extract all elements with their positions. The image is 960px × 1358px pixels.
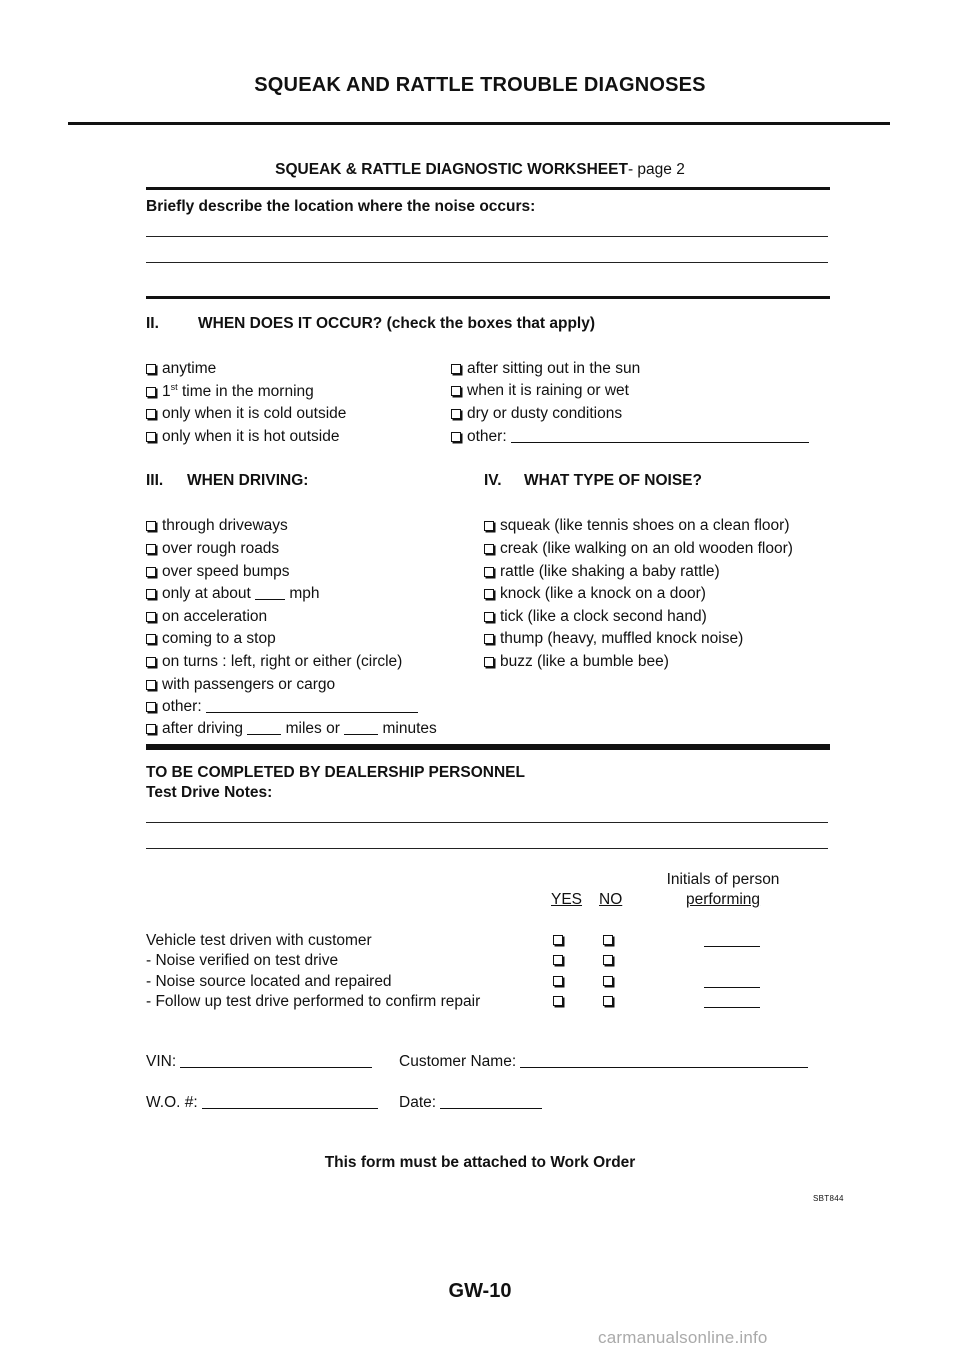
option-label: buzz (like a bumble bee) xyxy=(500,653,669,670)
row-noise-repaired: - Noise source located and repaired xyxy=(146,973,392,990)
no-header: NO xyxy=(599,891,623,908)
option-label: miles or xyxy=(285,720,340,737)
checkbox[interactable] xyxy=(484,612,494,622)
checkbox[interactable] xyxy=(451,432,461,442)
option-label: mph xyxy=(289,585,320,602)
initials-blank[interactable] xyxy=(704,987,760,988)
no-checkbox[interactable] xyxy=(603,976,613,986)
option-acceleration[interactable] xyxy=(146,608,267,626)
work-order-field[interactable] xyxy=(146,1094,378,1112)
checkbox[interactable] xyxy=(484,544,494,554)
checkbox[interactable] xyxy=(484,634,494,644)
option-label: time in the morning xyxy=(177,383,314,401)
date-label: Date: xyxy=(399,1094,437,1111)
checkbox[interactable] xyxy=(146,634,156,644)
checkbox[interactable] xyxy=(146,567,156,577)
option-label: creak (like walking on an old wooden floor) xyxy=(500,540,793,557)
worksheet-page-label: - page 2 xyxy=(627,161,685,178)
vin-label: VIN: xyxy=(146,1053,177,1070)
customer-name-field[interactable] xyxy=(399,1053,808,1071)
customer-name-label: Customer Name: xyxy=(399,1053,517,1070)
page-number: GW-10 xyxy=(448,1280,512,1302)
option-hot-outside[interactable] xyxy=(146,428,340,446)
option-label: when it is raining or wet xyxy=(467,382,629,399)
checkbox[interactable] xyxy=(146,521,156,531)
option-label: other: xyxy=(162,698,202,715)
section-number: IV. xyxy=(484,472,502,489)
option-mph[interactable] xyxy=(146,585,320,603)
option-label: only when it is hot outside xyxy=(162,428,340,445)
option-driveways[interactable] xyxy=(146,517,288,535)
checkbox[interactable] xyxy=(451,364,461,374)
option-tick[interactable] xyxy=(484,608,707,626)
option-cold-outside[interactable] xyxy=(146,405,346,423)
yes-checkbox[interactable] xyxy=(553,976,563,986)
option-dusty[interactable] xyxy=(451,405,622,423)
watermark: carmanualsonline.info xyxy=(598,1328,768,1347)
checkbox[interactable] xyxy=(146,387,156,397)
option-label: after driving xyxy=(162,720,243,737)
checkbox[interactable] xyxy=(146,432,156,442)
option-other-iii[interactable] xyxy=(146,698,418,716)
option-speed-bumps[interactable] xyxy=(146,563,290,581)
option-label: only when it is cold outside xyxy=(162,405,347,422)
option-rattle[interactable] xyxy=(484,563,720,581)
option-label: on acceleration xyxy=(162,608,268,625)
checkbox[interactable] xyxy=(484,657,494,667)
row-noise-verified: - Noise verified on test drive xyxy=(146,952,339,969)
option-label: coming to a stop xyxy=(162,630,276,647)
checkbox[interactable] xyxy=(146,589,156,599)
option-label: rattle (like shaking a baby rattle) xyxy=(500,563,720,580)
option-stop[interactable] xyxy=(146,630,276,648)
option-thump[interactable] xyxy=(484,630,743,648)
checkbox[interactable] xyxy=(146,544,156,554)
yes-checkbox[interactable] xyxy=(553,955,563,965)
option-label: squeak (like tennis shoes on a clean floor) xyxy=(500,517,790,534)
checkbox[interactable] xyxy=(146,702,156,712)
answer-line[interactable] xyxy=(146,848,828,849)
vin-field[interactable] xyxy=(146,1053,372,1071)
checkbox[interactable] xyxy=(484,567,494,577)
option-creak[interactable] xyxy=(484,540,793,558)
section-heading-text: WHEN DRIVING: xyxy=(187,472,309,489)
option-sun[interactable] xyxy=(451,360,640,378)
option-label: only at about xyxy=(162,585,251,602)
no-checkbox[interactable] xyxy=(603,955,613,965)
no-checkbox[interactable] xyxy=(603,996,613,1006)
work-order-label: W.O. #: xyxy=(146,1094,198,1111)
option-label: knock (like a knock on a door) xyxy=(500,585,706,602)
section-ii-heading xyxy=(146,315,595,333)
other-blank[interactable] xyxy=(206,699,418,713)
row-follow-up: - Follow up test drive performed to confirm repair xyxy=(146,993,481,1010)
checkbox[interactable] xyxy=(146,657,156,667)
no-checkbox[interactable] xyxy=(603,935,613,945)
option-squeak[interactable] xyxy=(484,517,790,535)
checkbox[interactable] xyxy=(484,521,494,531)
option-label: over speed bumps xyxy=(162,563,290,580)
checkbox[interactable] xyxy=(451,409,461,419)
option-label: other: xyxy=(467,428,507,445)
section-iii-heading xyxy=(146,472,308,490)
option-turns[interactable] xyxy=(146,653,402,671)
minutes-blank[interactable] xyxy=(344,721,378,735)
initials-blank[interactable] xyxy=(704,946,760,947)
option-first-time-morning[interactable] xyxy=(146,382,314,401)
page-title: SQUEAK AND RATTLE TROUBLE DIAGNOSES xyxy=(254,74,706,96)
answer-line[interactable] xyxy=(146,822,828,823)
option-label: dry or dusty conditions xyxy=(467,405,623,422)
checkbox[interactable] xyxy=(451,386,461,396)
section-heading-text: WHEN DOES IT OCCUR? (check the boxes that apply) xyxy=(198,315,596,332)
checkbox[interactable] xyxy=(146,612,156,622)
option-after-driving[interactable] xyxy=(146,720,437,738)
date-field[interactable] xyxy=(399,1094,542,1112)
yes-checkbox[interactable] xyxy=(553,996,563,1006)
option-rough-roads[interactable] xyxy=(146,540,279,558)
yes-checkbox[interactable] xyxy=(553,935,563,945)
option-buzz[interactable] xyxy=(484,653,669,671)
divider xyxy=(146,744,830,750)
initials-header-performing: performing xyxy=(685,891,761,908)
option-other-ii[interactable] xyxy=(451,428,809,446)
answer-line[interactable] xyxy=(146,236,828,237)
option-anytime[interactable] xyxy=(146,360,216,378)
test-drive-notes-label: Test Drive Notes: xyxy=(146,784,273,801)
figure-id: SBT844 xyxy=(813,1194,844,1203)
option-rain[interactable] xyxy=(451,382,629,400)
section-number: III. xyxy=(146,472,164,489)
checkbox[interactable] xyxy=(146,724,156,734)
vin-blank[interactable] xyxy=(180,1054,372,1068)
option-label: after sitting out in the sun xyxy=(467,360,641,377)
worksheet-title xyxy=(0,161,960,179)
dealer-heading: TO BE COMPLETED BY DEALERSHIP PERSONNEL xyxy=(146,764,525,781)
date-blank[interactable] xyxy=(440,1095,542,1109)
worksheet-title-text: SQUEAK & RATTLE DIAGNOSTIC WORKSHEET xyxy=(275,161,628,178)
option-label: tick (like a clock second hand) xyxy=(500,608,707,625)
divider xyxy=(146,296,830,299)
other-blank[interactable] xyxy=(511,429,809,443)
option-label: 1 xyxy=(162,383,171,401)
title-divider xyxy=(68,122,890,125)
option-passengers[interactable] xyxy=(146,676,335,694)
checkbox[interactable] xyxy=(484,589,494,599)
miles-blank[interactable] xyxy=(247,721,281,735)
checkbox[interactable] xyxy=(146,680,156,690)
section-number: II. xyxy=(146,315,159,332)
option-label: over rough roads xyxy=(162,540,280,557)
location-prompt: Briefly describe the location where the noise occurs: xyxy=(146,198,536,215)
section-heading-text: WHAT TYPE OF NOISE? xyxy=(524,472,702,489)
divider xyxy=(146,187,830,190)
option-label: on turns : left, right or either (circle) xyxy=(162,653,403,670)
option-label: through driveways xyxy=(162,517,288,534)
option-knock[interactable] xyxy=(484,585,706,603)
section-iv-heading xyxy=(484,472,702,490)
option-label: with passengers or cargo xyxy=(162,676,336,693)
option-label: minutes xyxy=(382,720,437,737)
checkbox[interactable] xyxy=(146,409,156,419)
customer-name-blank[interactable] xyxy=(520,1054,808,1068)
answer-line[interactable] xyxy=(146,262,828,263)
work-order-blank[interactable] xyxy=(202,1095,378,1109)
row-vehicle-test-driven: Vehicle test driven with customer xyxy=(146,932,372,949)
checkbox[interactable] xyxy=(146,364,156,374)
initials-blank[interactable] xyxy=(704,1007,760,1008)
ordinal-suffix: st xyxy=(170,382,178,392)
option-label: thump (heavy, muffled knock noise) xyxy=(500,630,744,647)
yes-header: YES xyxy=(551,891,583,908)
attach-note: This form must be attached to Work Order xyxy=(324,1154,636,1171)
mph-blank[interactable] xyxy=(255,586,285,600)
option-label: anytime xyxy=(162,360,217,377)
initials-header: Initials of person xyxy=(666,871,780,888)
